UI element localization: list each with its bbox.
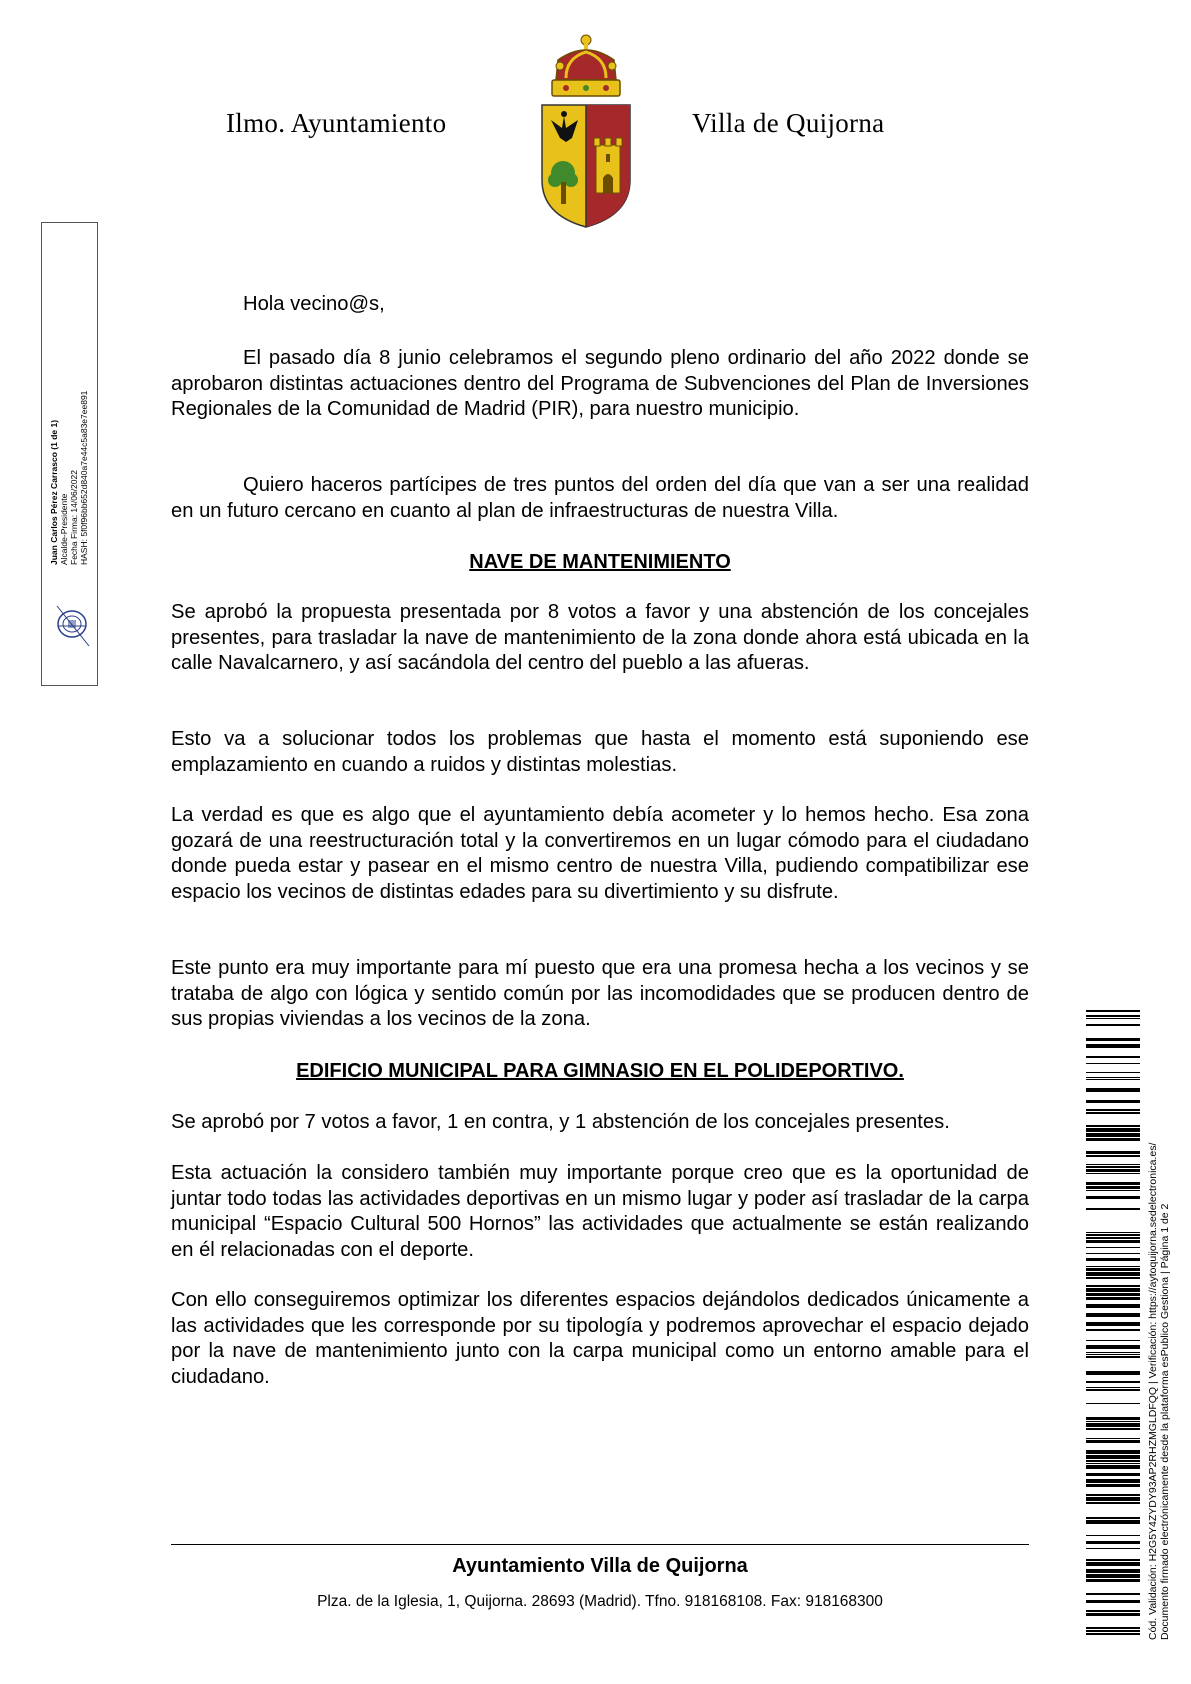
paragraph-points: Quiero haceros partícipes de tres puntos del orden del día que van a ser una realidad en un futuro cercano en cuanto al plan de infraestructuras de nuestra Villa. [171,474,1029,522]
validation-info [1147,1143,1171,1640]
footer-divider [171,1544,1029,1545]
header-left-title: Ilmo. Ayuntamiento [226,108,447,138]
paragraph-gimnasio-2: Esta actuación la considero también muy importante porque creo que es la oportunidad de juntar todo todas las actividades deportivas en un mismo lugar y poder así trasladar de la carpa municipal “Espacio Cultural 500 Hornos” las actividades que actualmente se están realizando en él relacionadas con el deporte. [171,1162,1029,1261]
signature-hash: HASH: 5f0f96bb652d840a7e44c5a83e7ee891 [79,390,89,565]
signature-info [49,391,89,565]
header-right-title: Villa de Quijorna [692,108,885,138]
coat-of-arms-icon [536,30,636,230]
paragraph-intro: El pasado día 8 junio celebramos el segundo pleno ordinario del año 2022 donde se aprobaron distintas actuaciones dentro del Programa de Subvenciones del Plan de Inversiones Regionales de la Comunidad de Madrid (PIR), para nuestro municipio. [171,347,1029,420]
digital-seal-icon [49,596,95,654]
footer-address: Plza. de la Iglesia, 1, Quijorna. 28693 (Madrid). Tfno. 918168108. Fax: 918168300 [317,1593,883,1610]
signature-date: Fecha Firma: 14/06/2022 [69,470,79,565]
barcode-icon [1086,1010,1140,1635]
validation-platform: Documento firmado electrónicamente desde la plataforma esPublico Gestiona | Página 1 de 2 [1159,1203,1171,1640]
paragraph-nave-2: Esto va a solucionar todos los problemas que hasta el momento está suponiendo ese emplazamiento en cuando a ruidos y distintas molestias. [171,728,1029,776]
paragraph-nave-4: Este punto era muy importante para mí puesto que era una promesa hecha a los vecinos y se trataba de algo con lógica y sentido común por las incomodidades que se producen dentro de sus propias viviendas a los vecinos de la zona. [171,957,1029,1030]
greeting: Hola vecino@s, [243,293,385,315]
validation-code: Cód. Validación: H2G5Y4ZYDY93AP2RHZMGLDFQQ | Verificación: https://aytoquijorna.sedelectronica.es/ [1147,1142,1159,1640]
signer-role: Alcalde-Presidente [59,493,69,565]
signer-name: Juan Carlos Pérez Carrasco (1 de 1) [49,419,59,565]
paragraph-gimnasio-1: Se aprobó por 7 votos a favor, 1 en contra, y 1 abstención de los concejales presentes. [171,1111,950,1133]
paragraph-gimnasio-3: Con ello conseguiremos optimizar los diferentes espacios dejándolos dedicados únicamente a las actividades que les corresponde por su tipología y podremos aprovechar el espacio dejado por la nave de mantenimiento junto con la carpa municipal como un entorno amable para el ciudadano. [171,1289,1029,1388]
section-heading-nave: NAVE DE MANTENIMIENTO [469,551,731,573]
paragraph-nave-1: Se aprobó la propuesta presentada por 8 votos a favor y una abstención de los concejales presentes, para trasladar la nave de mantenimiento de la zona donde ahora está ubicada en la calle Navalcarnero, y así sacándola del centro del pueblo a las afueras. [171,601,1029,674]
section-heading-gimnasio: EDIFICIO MUNICIPAL PARA GIMNASIO EN EL POLIDEPORTIVO. [296,1060,904,1082]
paragraph-nave-3: La verdad es que es algo que el ayuntamiento debía acometer y lo hemos hecho. Esa zona gozará de una reestructuración total y la convertiremos en un lugar cómodo para el ciudadano donde pueda estar y pasear en el mismo centro de nuestra Villa, pudiendo compatibilizar ese espacio los vecinos de distintas edades para su divertimiento y su disfrute. [171,804,1029,903]
footer-title: Ayuntamiento Villa de Quijorna [452,1555,748,1577]
